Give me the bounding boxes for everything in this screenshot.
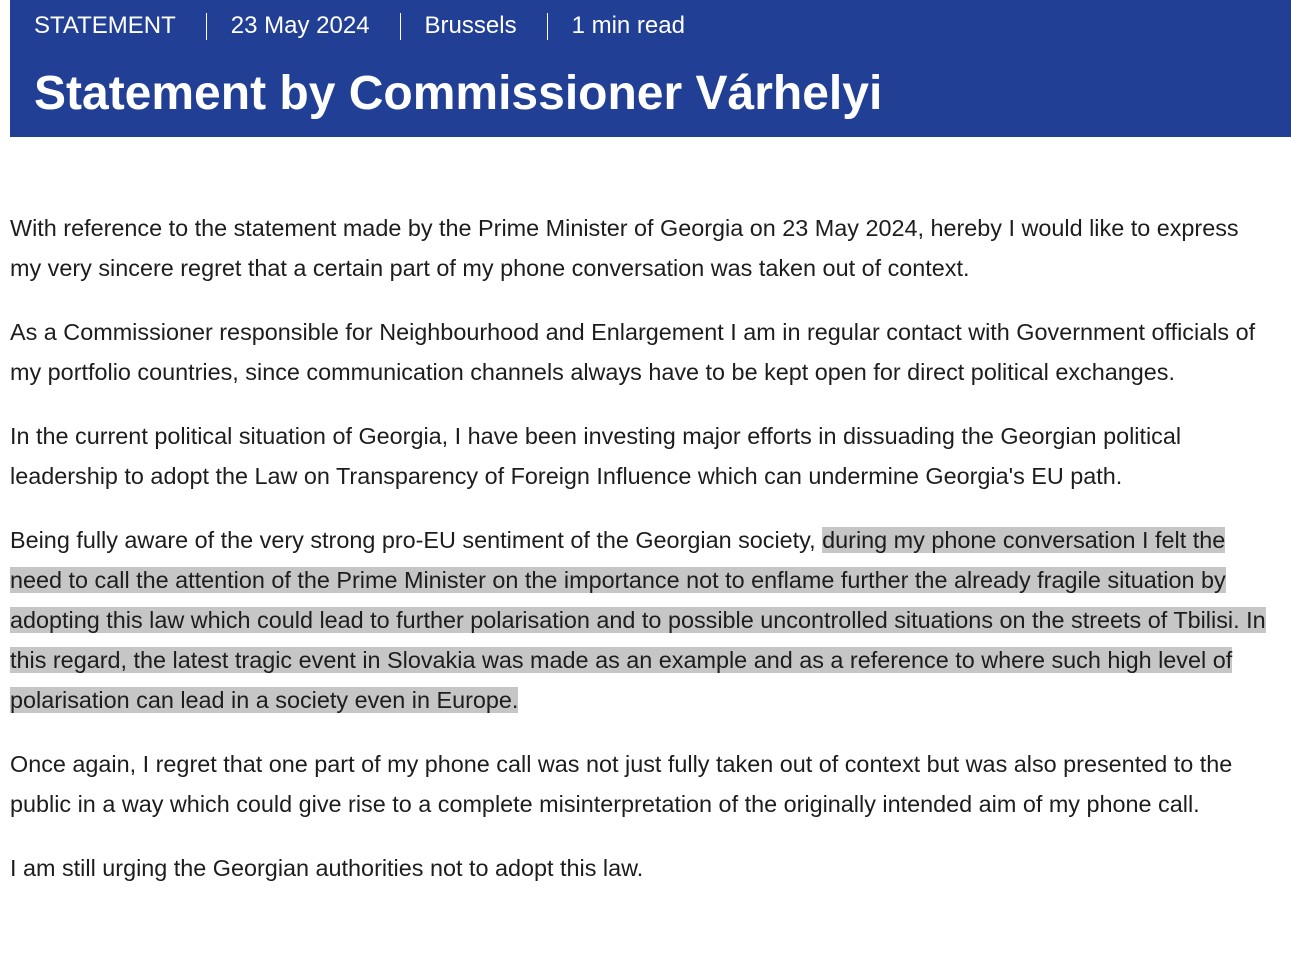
article-body	[10, 208, 1275, 912]
article-paragraph-5: Once again, I regret that one part of my phone call was not just fully taken out of context but was also presented to the public in a way which could give rise to a complete misinterpretation of the originally intended aim of my phone call.	[10, 751, 1233, 817]
page-title: Statement by Commissioner Várhelyi	[34, 67, 883, 120]
publish-date: 23 May 2024	[230, 12, 370, 39]
meta-divider	[400, 13, 401, 40]
article-paragraph-6: I am still urging the Georgian authorities not to adopt this law.	[10, 855, 644, 881]
article-paragraph-4	[10, 520, 1275, 720]
read-time-label: 1 min read	[571, 12, 685, 39]
location-label: Brussels	[424, 12, 517, 39]
paragraph-text: Being fully aware of the very strong pro-EU sentiment of the Georgian society,	[10, 527, 823, 553]
meta-divider	[547, 13, 548, 40]
meta-bar	[34, 11, 685, 41]
selected-text-highlight[interactable]: during my phone conversation I felt the need to call the attention of the Prime Minister on the importance not to enflame further the already fragile situation by adopting this law which could lead to further polarisation and to possible uncontrolled situations on the streets of Tbilisi. In this regard, the latest tragic event in Slovakia was made as an example and as a reference to where such high level of polarisation can lead in a society even in Europe.	[10, 527, 1266, 713]
article-paragraph-3: In the current political situation of Georgia, I have been investing major efforts in dissuading the Georgian political leadership to adopt the Law on Transparency of Foreign Influence which can undermine Georgia's EU path.	[10, 423, 1182, 489]
article-paragraph-2: As a Commissioner responsible for Neighbourhood and Enlargement I am in regular contact with Government officials of my portfolio countries, since communication channels always have to be kept open for direct political exchanges.	[10, 319, 1256, 385]
content-type-label: STATEMENT	[34, 12, 176, 39]
page-header-banner	[10, 0, 1291, 137]
meta-divider	[206, 13, 207, 40]
article-paragraph-1: With reference to the statement made by the Prime Minister of Georgia on 23 May 2024, hereby I would like to express my very sincere regret that a certain part of my phone conversation was taken out of context.	[10, 215, 1239, 281]
